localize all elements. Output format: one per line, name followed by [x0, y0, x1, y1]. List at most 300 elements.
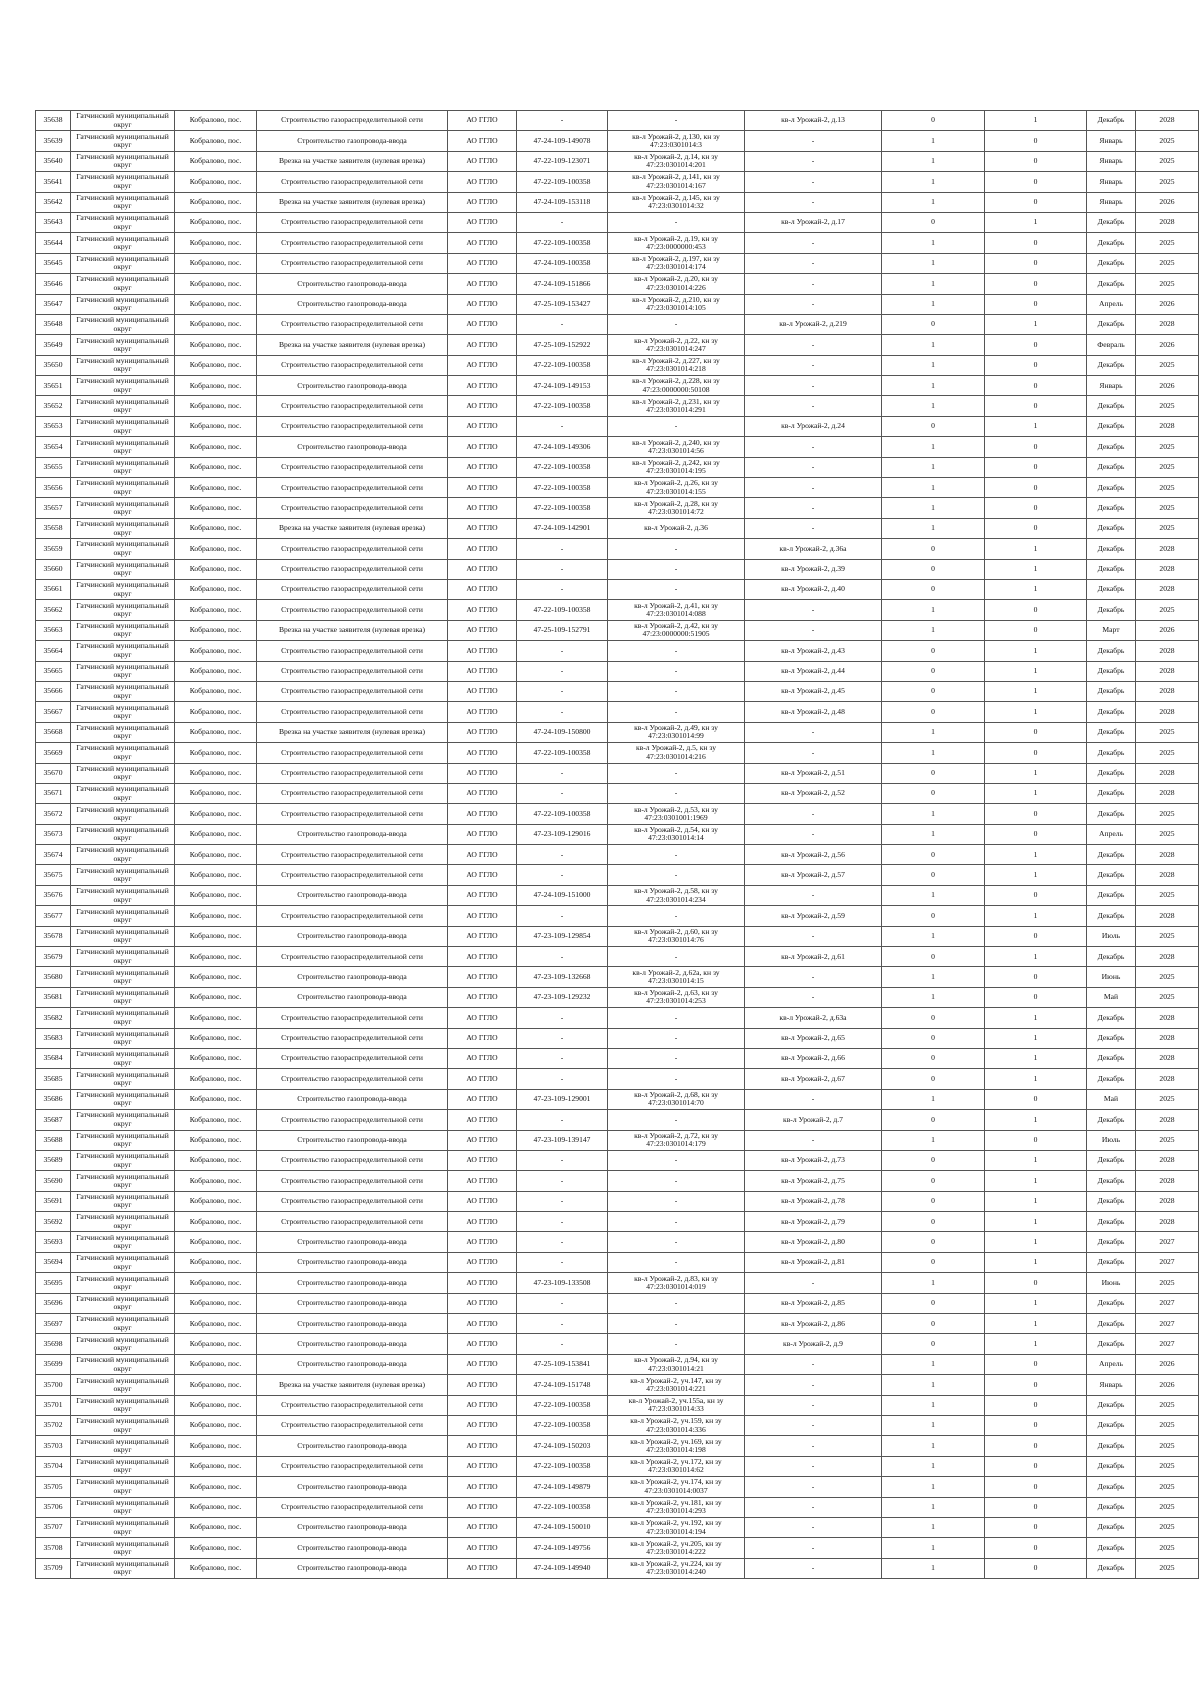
count-a-cell: 0: [882, 1293, 985, 1313]
work-type-cell: Строительство газопровода-ввода: [257, 926, 448, 946]
cadastral-address-cell: кв-л Урожай-2, д.94, кн зу 47:23:0301014:21: [608, 1354, 745, 1374]
district-cell: Гатчинский муниципальный округ: [71, 641, 175, 661]
address-cell: -: [745, 1477, 882, 1497]
year-cell: 2025: [1136, 478, 1199, 498]
row-number: 35694: [36, 1252, 71, 1272]
organization-cell: АО ГГЛО: [448, 600, 517, 620]
work-type-cell: Строительство газопровода-ввода: [257, 1334, 448, 1354]
month-cell: Декабрь: [1087, 416, 1136, 436]
count-a-cell: 1: [882, 600, 985, 620]
year-cell: 2028: [1136, 212, 1199, 232]
tech-conditions-number-cell: -: [517, 783, 608, 803]
cadastral-address-cell: кв-л Урожай-2, д.54, кн зу 47:23:0301014:14: [608, 824, 745, 844]
work-type-cell: Строительство газопровода-ввода: [257, 294, 448, 314]
tech-conditions-number-cell: -: [517, 947, 608, 967]
work-type-cell: Строительство газораспределительной сети: [257, 314, 448, 334]
month-cell: Декабрь: [1087, 478, 1136, 498]
tech-conditions-number-cell: 47-22-109-100358: [517, 233, 608, 253]
month-cell: Декабрь: [1087, 1069, 1136, 1089]
table-row: [36, 1375, 1199, 1395]
row-number: 35642: [36, 192, 71, 212]
month-cell: Декабрь: [1087, 845, 1136, 865]
month-cell: Декабрь: [1087, 947, 1136, 967]
row-number: 35686: [36, 1089, 71, 1109]
cadastral-address-cell: кв-л Урожай-2, уч.192, кн зу 47:23:0301014:194: [608, 1517, 745, 1537]
work-type-cell: Строительство газораспределительной сети: [257, 845, 448, 865]
work-type-cell: Строительство газораспределительной сети: [257, 906, 448, 926]
address-cell: -: [745, 885, 882, 905]
table-row: [36, 641, 1199, 661]
year-cell: 2025: [1136, 396, 1199, 416]
address-cell: -: [745, 1130, 882, 1150]
table-row: [36, 865, 1199, 885]
district-cell: Гатчинский муниципальный округ: [71, 1314, 175, 1334]
count-b-cell: 0: [985, 722, 1087, 742]
locality-cell: Кобралово, пос.: [175, 151, 257, 171]
cadastral-address-cell: кв-л Урожай-2, д.36: [608, 518, 745, 538]
cadastral-address-cell: -: [608, 1048, 745, 1068]
row-number: 35698: [36, 1334, 71, 1354]
count-a-cell: 0: [882, 559, 985, 579]
address-cell: кв-л Урожай-2, д.24: [745, 416, 882, 436]
address-cell: -: [745, 987, 882, 1007]
cadastral-address-cell: -: [608, 1334, 745, 1354]
tech-conditions-number-cell: -: [517, 641, 608, 661]
table-row: [36, 1477, 1199, 1497]
count-a-cell: 1: [882, 457, 985, 477]
row-number: 35695: [36, 1273, 71, 1293]
year-cell: 2025: [1136, 1497, 1199, 1517]
count-a-cell: 1: [882, 498, 985, 518]
work-type-cell: Строительство газораспределительной сети: [257, 1048, 448, 1068]
district-cell: Гатчинский муниципальный округ: [71, 416, 175, 436]
table-row: [36, 824, 1199, 844]
table-row: [36, 1130, 1199, 1150]
year-cell: 2028: [1136, 702, 1199, 722]
row-number: 35702: [36, 1416, 71, 1436]
cadastral-address-cell: кв-л Урожай-2, д.242, кн зу 47:23:0301014:195: [608, 457, 745, 477]
district-cell: Гатчинский муниципальный округ: [71, 355, 175, 375]
cadastral-address-cell: -: [608, 212, 745, 232]
tech-conditions-number-cell: 47-22-109-100358: [517, 1416, 608, 1436]
district-cell: Гатчинский муниципальный округ: [71, 1436, 175, 1456]
address-cell: кв-л Урожай-2, д.66: [745, 1048, 882, 1068]
organization-cell: АО ГГЛО: [448, 111, 517, 131]
row-number: 35691: [36, 1191, 71, 1211]
row-number: 35661: [36, 579, 71, 599]
district-cell: Гатчинский муниципальный округ: [71, 518, 175, 538]
table-row: [36, 1273, 1199, 1293]
table-row: [36, 1314, 1199, 1334]
locality-cell: Кобралово, пос.: [175, 845, 257, 865]
locality-cell: Кобралово, пос.: [175, 1354, 257, 1374]
work-type-cell: Врезка на участке заявителя (нулевая врезка): [257, 151, 448, 171]
organization-cell: АО ГГЛО: [448, 478, 517, 498]
year-cell: 2026: [1136, 294, 1199, 314]
year-cell: 2028: [1136, 906, 1199, 926]
cadastral-address-cell: кв-л Урожай-2, д.19, кн зу 47:23:0000000:453: [608, 233, 745, 253]
district-cell: Гатчинский муниципальный округ: [71, 539, 175, 559]
year-cell: 2025: [1136, 172, 1199, 192]
locality-cell: Кобралово, пос.: [175, 457, 257, 477]
count-a-cell: 1: [882, 967, 985, 987]
work-type-cell: Врезка на участке заявителя (нулевая врезка): [257, 620, 448, 640]
month-cell: Январь: [1087, 172, 1136, 192]
cadastral-address-cell: -: [608, 947, 745, 967]
count-a-cell: 1: [882, 1477, 985, 1497]
row-number: 35643: [36, 212, 71, 232]
work-type-cell: Строительство газопровода-ввода: [257, 1436, 448, 1456]
table-row: [36, 722, 1199, 742]
month-cell: Апрель: [1087, 824, 1136, 844]
count-a-cell: 1: [882, 396, 985, 416]
year-cell: 2028: [1136, 661, 1199, 681]
work-type-cell: Строительство газопровода-ввода: [257, 824, 448, 844]
month-cell: Январь: [1087, 131, 1136, 151]
table-row: [36, 620, 1199, 640]
locality-cell: Кобралово, пос.: [175, 539, 257, 559]
cadastral-address-cell: кв-л Урожай-2, уч.147, кн зу 47:23:0301014:221: [608, 1375, 745, 1395]
row-number: 35663: [36, 620, 71, 640]
address-cell: -: [745, 1497, 882, 1517]
month-cell: Декабрь: [1087, 111, 1136, 131]
address-cell: кв-л Урожай-2, д.219: [745, 314, 882, 334]
row-number: 35644: [36, 233, 71, 253]
month-cell: Апрель: [1087, 1354, 1136, 1374]
district-cell: Гатчинский муниципальный округ: [71, 1212, 175, 1232]
table-row: [36, 355, 1199, 375]
year-cell: 2028: [1136, 783, 1199, 803]
district-cell: Гатчинский муниципальный округ: [71, 967, 175, 987]
table-row: [36, 314, 1199, 334]
month-cell: Декабрь: [1087, 661, 1136, 681]
count-a-cell: 0: [882, 845, 985, 865]
cadastral-address-cell: кв-л Урожай-2, д.26, кн зу 47:23:0301014:155: [608, 478, 745, 498]
count-a-cell: 0: [882, 763, 985, 783]
cadastral-address-cell: кв-л Урожай-2, д.63, кн зу 47:23:0301014:253: [608, 987, 745, 1007]
year-cell: 2026: [1136, 1354, 1199, 1374]
district-cell: Гатчинский муниципальный округ: [71, 1028, 175, 1048]
count-a-cell: 0: [882, 1212, 985, 1232]
count-a-cell: 1: [882, 518, 985, 538]
tech-conditions-number-cell: -: [517, 661, 608, 681]
organization-cell: АО ГГЛО: [448, 539, 517, 559]
row-number: 35671: [36, 783, 71, 803]
count-b-cell: 1: [985, 1150, 1087, 1170]
count-b-cell: 1: [985, 1008, 1087, 1028]
month-cell: Декабрь: [1087, 1558, 1136, 1578]
count-a-cell: 1: [882, 1497, 985, 1517]
month-cell: Декабрь: [1087, 274, 1136, 294]
year-cell: 2028: [1136, 947, 1199, 967]
count-b-cell: 0: [985, 376, 1087, 396]
cadastral-address-cell: кв-л Урожай-2, д.62а, кн зу 47:23:0301014:15: [608, 967, 745, 987]
count-b-cell: 0: [985, 335, 1087, 355]
month-cell: Декабрь: [1087, 1048, 1136, 1068]
locality-cell: Кобралово, пос.: [175, 987, 257, 1007]
district-cell: Гатчинский муниципальный округ: [71, 1416, 175, 1436]
count-b-cell: 0: [985, 1538, 1087, 1558]
locality-cell: Кобралово, пос.: [175, 865, 257, 885]
tech-conditions-number-cell: 47-24-109-149940: [517, 1558, 608, 1578]
tech-conditions-number-cell: 47-25-109-152791: [517, 620, 608, 640]
count-b-cell: 0: [985, 967, 1087, 987]
work-type-cell: Строительство газопровода-ввода: [257, 1517, 448, 1537]
month-cell: Январь: [1087, 192, 1136, 212]
count-a-cell: 1: [882, 1456, 985, 1476]
address-cell: кв-л Урожай-2, д.73: [745, 1150, 882, 1170]
locality-cell: Кобралово, пос.: [175, 1069, 257, 1089]
organization-cell: АО ГГЛО: [448, 1171, 517, 1191]
table-row: [36, 947, 1199, 967]
address-cell: кв-л Урожай-2, д.48: [745, 702, 882, 722]
cadastral-address-cell: кв-л Урожай-2, уч.181, кн зу 47:23:0301014:293: [608, 1497, 745, 1517]
district-cell: Гатчинский муниципальный округ: [71, 702, 175, 722]
count-b-cell: 1: [985, 1252, 1087, 1272]
count-a-cell: 1: [882, 253, 985, 273]
table-row: [36, 457, 1199, 477]
work-type-cell: Строительство газопровода-ввода: [257, 1232, 448, 1252]
work-type-cell: Строительство газораспределительной сети: [257, 1150, 448, 1170]
locality-cell: Кобралово, пос.: [175, 579, 257, 599]
month-cell: Декабрь: [1087, 314, 1136, 334]
month-cell: Апрель: [1087, 294, 1136, 314]
count-b-cell: 0: [985, 172, 1087, 192]
locality-cell: Кобралово, пос.: [175, 722, 257, 742]
count-a-cell: 1: [882, 1395, 985, 1415]
table-row: [36, 1191, 1199, 1211]
cadastral-address-cell: -: [608, 906, 745, 926]
district-cell: Гатчинский муниципальный округ: [71, 804, 175, 824]
table-row: [36, 1538, 1199, 1558]
tech-conditions-number-cell: 47-24-109-149756: [517, 1538, 608, 1558]
organization-cell: АО ГГЛО: [448, 1232, 517, 1252]
count-b-cell: 0: [985, 1375, 1087, 1395]
year-cell: 2025: [1136, 274, 1199, 294]
work-type-cell: Строительство газораспределительной сети: [257, 579, 448, 599]
year-cell: 2027: [1136, 1252, 1199, 1272]
work-type-cell: Строительство газопровода-ввода: [257, 1293, 448, 1313]
month-cell: Декабрь: [1087, 1456, 1136, 1476]
year-cell: 2028: [1136, 1110, 1199, 1130]
cadastral-address-cell: кв-л Урожай-2, уч.172, кн зу 47:23:0301014:62: [608, 1456, 745, 1476]
count-b-cell: 0: [985, 987, 1087, 1007]
count-a-cell: 1: [882, 1416, 985, 1436]
cadastral-address-cell: кв-л Урожай-2, д.228, кн зу 47:23:0000000:50108: [608, 376, 745, 396]
month-cell: Декабрь: [1087, 579, 1136, 599]
work-type-cell: Строительство газораспределительной сети: [257, 783, 448, 803]
work-type-cell: Строительство газопровода-ввода: [257, 274, 448, 294]
locality-cell: Кобралово, пос.: [175, 498, 257, 518]
table-row: [36, 111, 1199, 131]
locality-cell: Кобралово, пос.: [175, 212, 257, 232]
cadastral-address-cell: -: [608, 1293, 745, 1313]
tech-conditions-number-cell: 47-22-109-100358: [517, 743, 608, 763]
count-b-cell: 1: [985, 1212, 1087, 1232]
cadastral-address-cell: кв-л Урожай-2, д.210, кн зу 47:23:0301014:105: [608, 294, 745, 314]
district-cell: Гатчинский муниципальный округ: [71, 1191, 175, 1211]
table-row: [36, 1252, 1199, 1272]
month-cell: Январь: [1087, 1375, 1136, 1395]
table-row: [36, 967, 1199, 987]
cadastral-address-cell: кв-л Урожай-2, д.53, кн зу 47:23:0301001:1969: [608, 804, 745, 824]
year-cell: 2028: [1136, 865, 1199, 885]
count-b-cell: 1: [985, 845, 1087, 865]
district-cell: Гатчинский муниципальный округ: [71, 1456, 175, 1476]
count-b-cell: 1: [985, 579, 1087, 599]
locality-cell: Кобралово, пос.: [175, 1273, 257, 1293]
row-number: 35673: [36, 824, 71, 844]
locality-cell: Кобралово, пос.: [175, 314, 257, 334]
locality-cell: Кобралово, пос.: [175, 620, 257, 640]
row-number: 35650: [36, 355, 71, 375]
count-a-cell: 0: [882, 579, 985, 599]
count-b-cell: 1: [985, 702, 1087, 722]
district-cell: Гатчинский муниципальный округ: [71, 865, 175, 885]
district-cell: Гатчинский муниципальный округ: [71, 172, 175, 192]
cadastral-address-cell: -: [608, 1252, 745, 1272]
address-cell: -: [745, 457, 882, 477]
year-cell: 2025: [1136, 600, 1199, 620]
month-cell: Декабрь: [1087, 1334, 1136, 1354]
count-b-cell: 1: [985, 1293, 1087, 1313]
tech-conditions-number-cell: 47-24-109-151866: [517, 274, 608, 294]
count-a-cell: 0: [882, 212, 985, 232]
work-type-cell: Строительство газораспределительной сети: [257, 559, 448, 579]
month-cell: Март: [1087, 620, 1136, 640]
year-cell: 2025: [1136, 1130, 1199, 1150]
table-row: [36, 661, 1199, 681]
work-type-cell: Врезка на участке заявителя (нулевая врезка): [257, 335, 448, 355]
count-a-cell: 1: [882, 294, 985, 314]
address-cell: -: [745, 824, 882, 844]
address-cell: -: [745, 396, 882, 416]
organization-cell: АО ГГЛО: [448, 131, 517, 151]
table-row: [36, 926, 1199, 946]
table-row: [36, 518, 1199, 538]
work-type-cell: Строительство газопровода-ввода: [257, 1314, 448, 1334]
organization-cell: АО ГГЛО: [448, 947, 517, 967]
table-row: [36, 396, 1199, 416]
organization-cell: АО ГГЛО: [448, 1456, 517, 1476]
table-row: [36, 1395, 1199, 1415]
year-cell: 2025: [1136, 1538, 1199, 1558]
month-cell: Декабрь: [1087, 1191, 1136, 1211]
table-row: [36, 845, 1199, 865]
locality-cell: Кобралово, пос.: [175, 1171, 257, 1191]
tech-conditions-number-cell: 47-24-109-153118: [517, 192, 608, 212]
table-row: [36, 804, 1199, 824]
row-number: 35696: [36, 1293, 71, 1313]
organization-cell: АО ГГЛО: [448, 1558, 517, 1578]
year-cell: 2025: [1136, 1436, 1199, 1456]
cadastral-address-cell: -: [608, 1171, 745, 1191]
work-type-cell: Строительство газораспределительной сети: [257, 539, 448, 559]
count-a-cell: 1: [882, 1089, 985, 1109]
tech-conditions-number-cell: -: [517, 1008, 608, 1028]
locality-cell: Кобралово, пос.: [175, 1212, 257, 1232]
locality-cell: Кобралово, пос.: [175, 518, 257, 538]
work-type-cell: Строительство газораспределительной сети: [257, 1456, 448, 1476]
cadastral-address-cell: -: [608, 865, 745, 885]
work-type-cell: Строительство газораспределительной сети: [257, 1416, 448, 1436]
tech-conditions-number-cell: 47-22-109-100358: [517, 1456, 608, 1476]
address-cell: -: [745, 253, 882, 273]
count-a-cell: 1: [882, 151, 985, 171]
month-cell: Декабрь: [1087, 559, 1136, 579]
tech-conditions-number-cell: -: [517, 865, 608, 885]
organization-cell: АО ГГЛО: [448, 1252, 517, 1272]
address-cell: -: [745, 1538, 882, 1558]
cadastral-address-cell: кв-л Урожай-2, д.240, кн зу 47:23:0301014:56: [608, 437, 745, 457]
district-cell: Гатчинский муниципальный округ: [71, 681, 175, 701]
locality-cell: Кобралово, пос.: [175, 131, 257, 151]
year-cell: 2025: [1136, 1416, 1199, 1436]
row-number: 35708: [36, 1538, 71, 1558]
work-type-cell: Строительство газораспределительной сети: [257, 396, 448, 416]
address-cell: -: [745, 1375, 882, 1395]
month-cell: Декабрь: [1087, 518, 1136, 538]
address-cell: кв-л Урожай-2, д.43: [745, 641, 882, 661]
tech-conditions-number-cell: 47-25-109-152922: [517, 335, 608, 355]
organization-cell: АО ГГЛО: [448, 661, 517, 681]
tech-conditions-number-cell: -: [517, 1212, 608, 1232]
locality-cell: Кобралово, пос.: [175, 1130, 257, 1150]
address-cell: кв-л Урожай-2, д.45: [745, 681, 882, 701]
district-cell: Гатчинский муниципальный округ: [71, 1069, 175, 1089]
locality-cell: Кобралово, пос.: [175, 1334, 257, 1354]
row-number: 35665: [36, 661, 71, 681]
district-cell: Гатчинский муниципальный округ: [71, 1089, 175, 1109]
locality-cell: Кобралово, пос.: [175, 1150, 257, 1170]
row-number: 35684: [36, 1048, 71, 1068]
address-cell: -: [745, 600, 882, 620]
cadastral-address-cell: кв-л Урожай-2, д.141, кн зу 47:23:0301014:167: [608, 172, 745, 192]
organization-cell: АО ГГЛО: [448, 274, 517, 294]
work-type-cell: Строительство газопровода-ввода: [257, 885, 448, 905]
table-row: [36, 1416, 1199, 1436]
district-cell: Гатчинский муниципальный округ: [71, 478, 175, 498]
address-cell: кв-л Урожай-2, д.51: [745, 763, 882, 783]
address-cell: кв-л Урожай-2, д.67: [745, 1069, 882, 1089]
table-row: [36, 1334, 1199, 1354]
district-cell: Гатчинский муниципальный округ: [71, 192, 175, 212]
address-cell: кв-л Урожай-2, д.52: [745, 783, 882, 803]
cadastral-address-cell: кв-л Урожай-2, д.130, кн зу 47:23:0301014:3: [608, 131, 745, 151]
count-a-cell: 1: [882, 1436, 985, 1456]
month-cell: Декабрь: [1087, 1008, 1136, 1028]
table-row: [36, 885, 1199, 905]
work-type-cell: Врезка на участке заявителя (нулевая врезка): [257, 192, 448, 212]
district-cell: Гатчинский муниципальный округ: [71, 151, 175, 171]
count-b-cell: 0: [985, 1130, 1087, 1150]
count-a-cell: 1: [882, 722, 985, 742]
locality-cell: Кобралово, пос.: [175, 274, 257, 294]
cadastral-address-cell: -: [608, 314, 745, 334]
work-type-cell: Строительство газораспределительной сети: [257, 1497, 448, 1517]
count-b-cell: 1: [985, 1171, 1087, 1191]
tech-conditions-number-cell: 47-24-109-151000: [517, 885, 608, 905]
row-number: 35654: [36, 437, 71, 457]
organization-cell: АО ГГЛО: [448, 172, 517, 192]
year-cell: 2028: [1136, 314, 1199, 334]
count-a-cell: 0: [882, 1232, 985, 1252]
work-type-cell: Строительство газораспределительной сети: [257, 641, 448, 661]
tech-conditions-number-cell: -: [517, 539, 608, 559]
month-cell: Декабрь: [1087, 1497, 1136, 1517]
month-cell: Декабрь: [1087, 355, 1136, 375]
address-cell: -: [745, 437, 882, 457]
